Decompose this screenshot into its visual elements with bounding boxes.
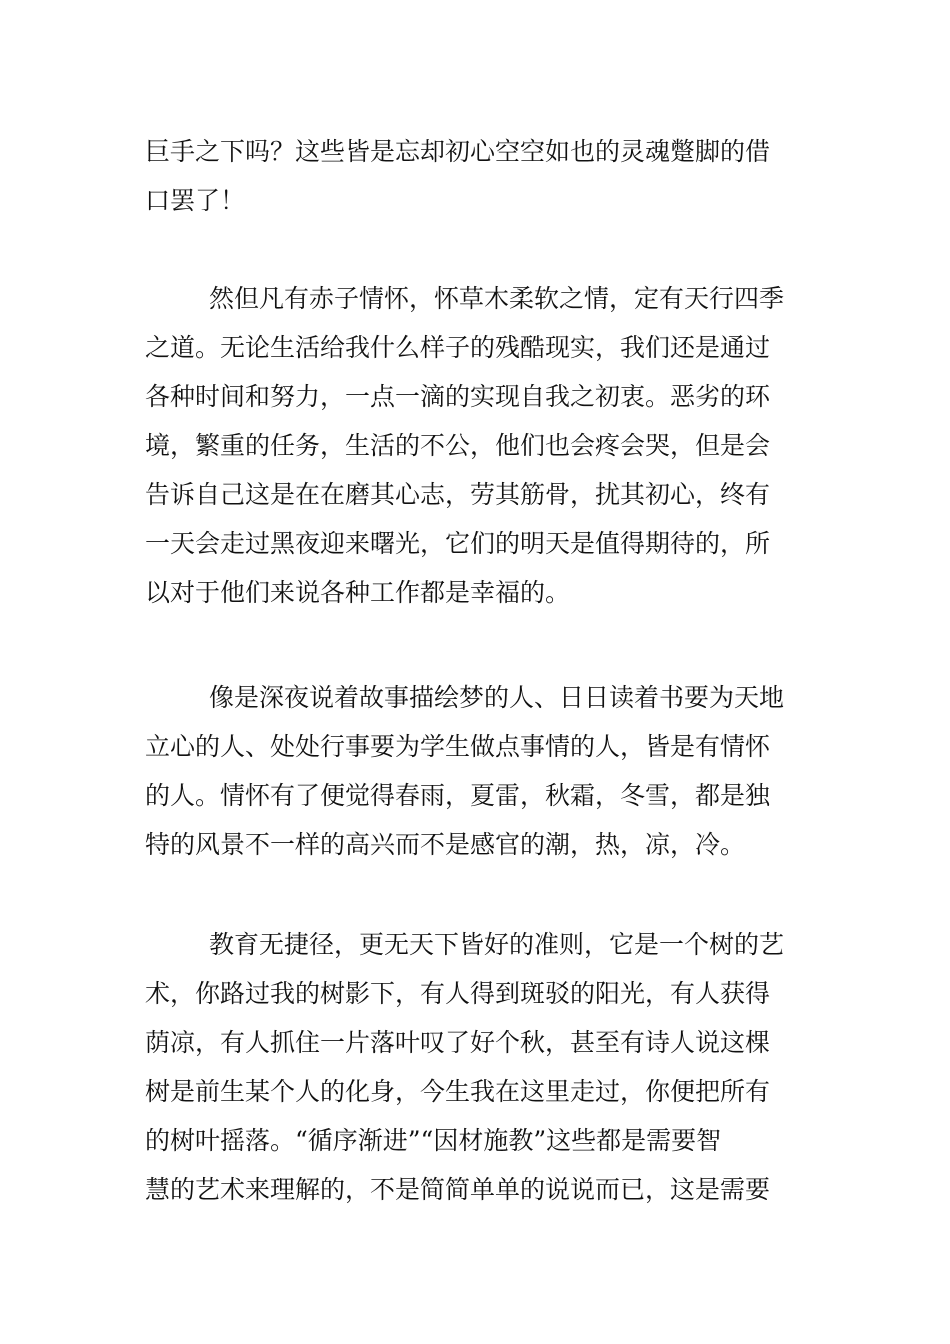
paragraph-line: 以对于他们来说各种工作都是幸福的。 — [145, 578, 571, 607]
paragraph-line: 然但凡有赤子情怀，怀草木柔软之情，定有天行四季 — [209, 284, 785, 313]
paragraph-line: 之道。无论生活给我什么样子的残酷现实，我们还是通过 — [145, 333, 771, 362]
paragraph-line: 教育无捷径，更无天下皆好的准则，它是一个树的艺 — [209, 930, 785, 959]
paragraph-line: 一天会走过黑夜迎来曙光，它们的明天是值得期待的，所 — [145, 529, 771, 558]
paragraph-3 — [145, 673, 810, 869]
paragraph-line: 的人。情怀有了便觉得春雨，夏雷，秋霜，冬雪，都是独 — [145, 781, 771, 810]
paragraph-line: 的树叶摇落。“循序渐进”“因材施教”这些都是需要智 — [145, 1126, 722, 1155]
paragraph-4 — [145, 920, 810, 1214]
paragraph-line: 口罢了！ — [145, 186, 246, 215]
paragraph-2 — [145, 274, 810, 617]
paragraph-line: 树是前生某个人的化身，今生我在这里走过，你便把所有 — [145, 1077, 771, 1106]
paragraph-line: 境，繁重的任务，生活的不公，他们也会疼会哭，但是会 — [145, 431, 771, 460]
paragraph-line: 术，你路过我的树影下，有人得到斑驳的阳光，有人获得 — [145, 979, 771, 1008]
paragraph-line: 立心的人、处处行事要为学生做点事情的人，皆是有情怀 — [145, 732, 771, 761]
paragraph-line: 荫凉，有人抓住一片落叶叹了好个秋，甚至有诗人说这棵 — [145, 1028, 771, 1057]
paragraph-line: 慧的艺术来理解的，不是简简单单的说说而已，这是需要 — [145, 1175, 771, 1204]
paragraph-line: 告诉自己这是在在磨其心志，劳其筋骨，扰其初心，终有 — [145, 480, 771, 509]
paragraph-line: 巨手之下吗？这些皆是忘却初心空空如也的灵魂蹩脚的借 — [145, 137, 771, 166]
paragraph-line: 各种时间和努力，一点一滴的实现自我之初衷。恶劣的环 — [145, 382, 771, 411]
paragraph-line: 特的风景不一样的高兴而不是感官的潮，热，凉，冷。 — [145, 830, 746, 859]
paragraph-1 — [145, 127, 810, 225]
paragraph-line: 像是深夜说着故事描绘梦的人、日日读着书要为天地 — [209, 683, 785, 712]
